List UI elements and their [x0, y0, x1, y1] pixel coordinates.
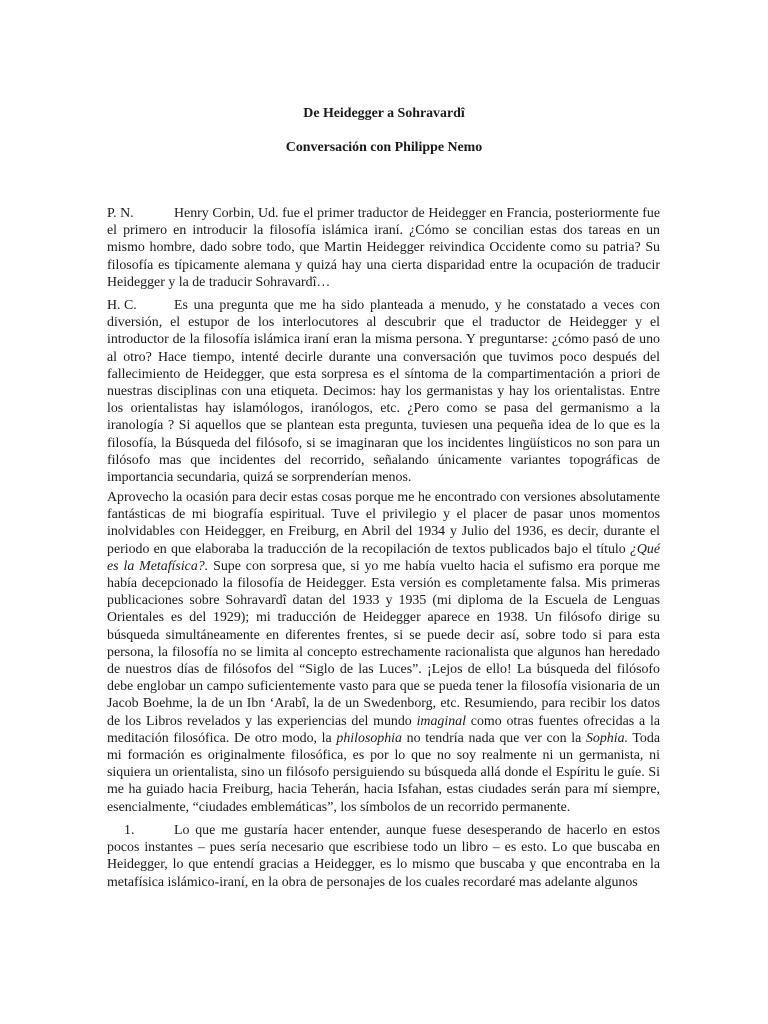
paragraph-hc-answer	[107, 297, 660, 486]
paragraph-text-segment: Supe con sorpresa que, si yo me había vuelto hacia el sufismo era porque me había decepcionado la filosofía de Heidegger. Esta versión es completamente falsa. Mis primeras publicaciones sobre Sohravardî datan del 1933 y 1935 (mi diploma de la Escuela de Lenguas Orientales es del 1929); mi traducción de Heidegger aparece en 1938. Un filósofo dirige su búsqueda simultáneamente en diferentes frentes, si se puede decir así, sobre todo si para esta persona, la filosofía no se limita al concepto estrechamente racionalista que algunos han heredado de nuestros días de filósofos del “Siglo de las Luces”. ¡Lejos de ello! La búsqueda del filósofo debe englobar un campo suficientemente vasto para que se pueda tener la filosofía visionaria de un Jacob Boehme, la de un Ibn ‘Arabî, la de un Swedenborg, etc. Resumiendo, para recibir los datos de los Libros revelados y las experiencias del mundo	[107, 558, 661, 729]
paragraph-text: Es una pregunta que me ha sido planteada a menudo, y he constatado a veces con diversión, el estupor de los interlocutores al descubrir que el traductor de Heidegger y el introductor de la filosofía islámica iraní eran la misma persona. Y preguntarse: ¿cómo pasó de uno al otro? Hace tiempo, intenté decirle durante una conversación que tuvimos poco después del fallecimiento de Heidegger, que esta sorpresa es el síntoma de la compartimentación a priori de nuestras disciplinas con una etiqueta. Decimos: hay los germanistas y hay los orientalistas. Entre los orientalistas hay islamólogos, iranólogos, etc. ¿Pero como se pasa del germanismo a la iranología ? Si aquellos que se plantean esta pregunta, tuviesen una pequeña idea de lo que es la filosofía, la Búsqueda del filósofo, si se imaginaran que los incidentes lingüísticos no son para un filósofo mas que incidentes del recorrido, señalando únicamente variantes topográficas de importancia secundaria, quizá se sorprenderían menos.	[107, 298, 660, 486]
paragraph-text-segment: Toda mi formación es originalmente filosófica, es por lo que no soy realmente ni un germanista, ni siquiera un orientalista, sino un filósofo persiguiendo su búsqueda allá donde el Espíritu le guíe. Si me ha guiado hacia Freiburg, hacia Teherán, hacia Isfahan, estas ciudades serán para mí siempre, esencialmente, “ciudades emblemáticas”, los símbolos de un recorrido permanente.	[107, 730, 660, 815]
document-title: De Heidegger a Sohravardî	[303, 106, 465, 121]
paragraph-text-segment: como otras fuentes ofrecidas a la meditación filosófica. De otro modo, la	[107, 713, 660, 746]
paragraph-text-segment: Aprovecho la ocasión para decir estas cosas porque me he encontrado con versiones absolutamente fantásticas de mi biografía espiritual. Tuve el privilegio y el placer de pasar unos momentos inolvidables con Heidegger, en Freiburg, en Abril del 1934 y Julio del 1936, es decir, durante el periodo en que elaboraba la traducción de la recopilación de textos publicados bajo el título	[107, 490, 660, 557]
italic-term: Sophia.	[585, 730, 628, 746]
paragraph-text: Henry Corbin, Ud. fue el primer traductor de Heidegger en Francia, posteriormente fue el primero en introducir la filosofía islámica iraní. ¿Cómo se concilian estas dos tareas en un mismo hombre, dado sobre todo, que Martin Heidegger reivindica Occidente como su patria? Su filosofía es típicamente alemana y quizá hay una cierta disparidad entre la ocupación de traducir Heidegger y la de traducir Sohravardî…	[107, 206, 660, 290]
paragraph-text-segment: no tendría nada que ver con la	[402, 730, 586, 746]
speaker-label: H. C.	[107, 298, 137, 313]
paragraph-biography	[107, 489, 660, 816]
document-subtitle: Conversación con Philippe Nemo	[285, 140, 483, 155]
paragraph-text: Lo que me gustaría hacer entender, aunque fuese desesperando de hacerlo en estos pocos instantes – pues sería necesario que escribiese todo un libro – es esto. Lo que buscaba en Heidegger, lo que entendí gracias a Heidegger, es lo mismo que buscaba y que encontraba en la metafísica islámico-iraní, en la obra de personajes de los cuales recordaré mas adelante algunos	[107, 823, 660, 890]
list-number: 1.	[124, 823, 135, 838]
italic-term: imaginal	[416, 713, 466, 729]
italic-term: philosophia	[336, 730, 402, 746]
italic-title: ¿Qué es la Metafísica?.	[107, 541, 660, 574]
paragraph-pn-question	[107, 205, 660, 291]
paragraph-numbered-1	[107, 822, 660, 891]
speaker-label: P. N.	[107, 206, 134, 221]
